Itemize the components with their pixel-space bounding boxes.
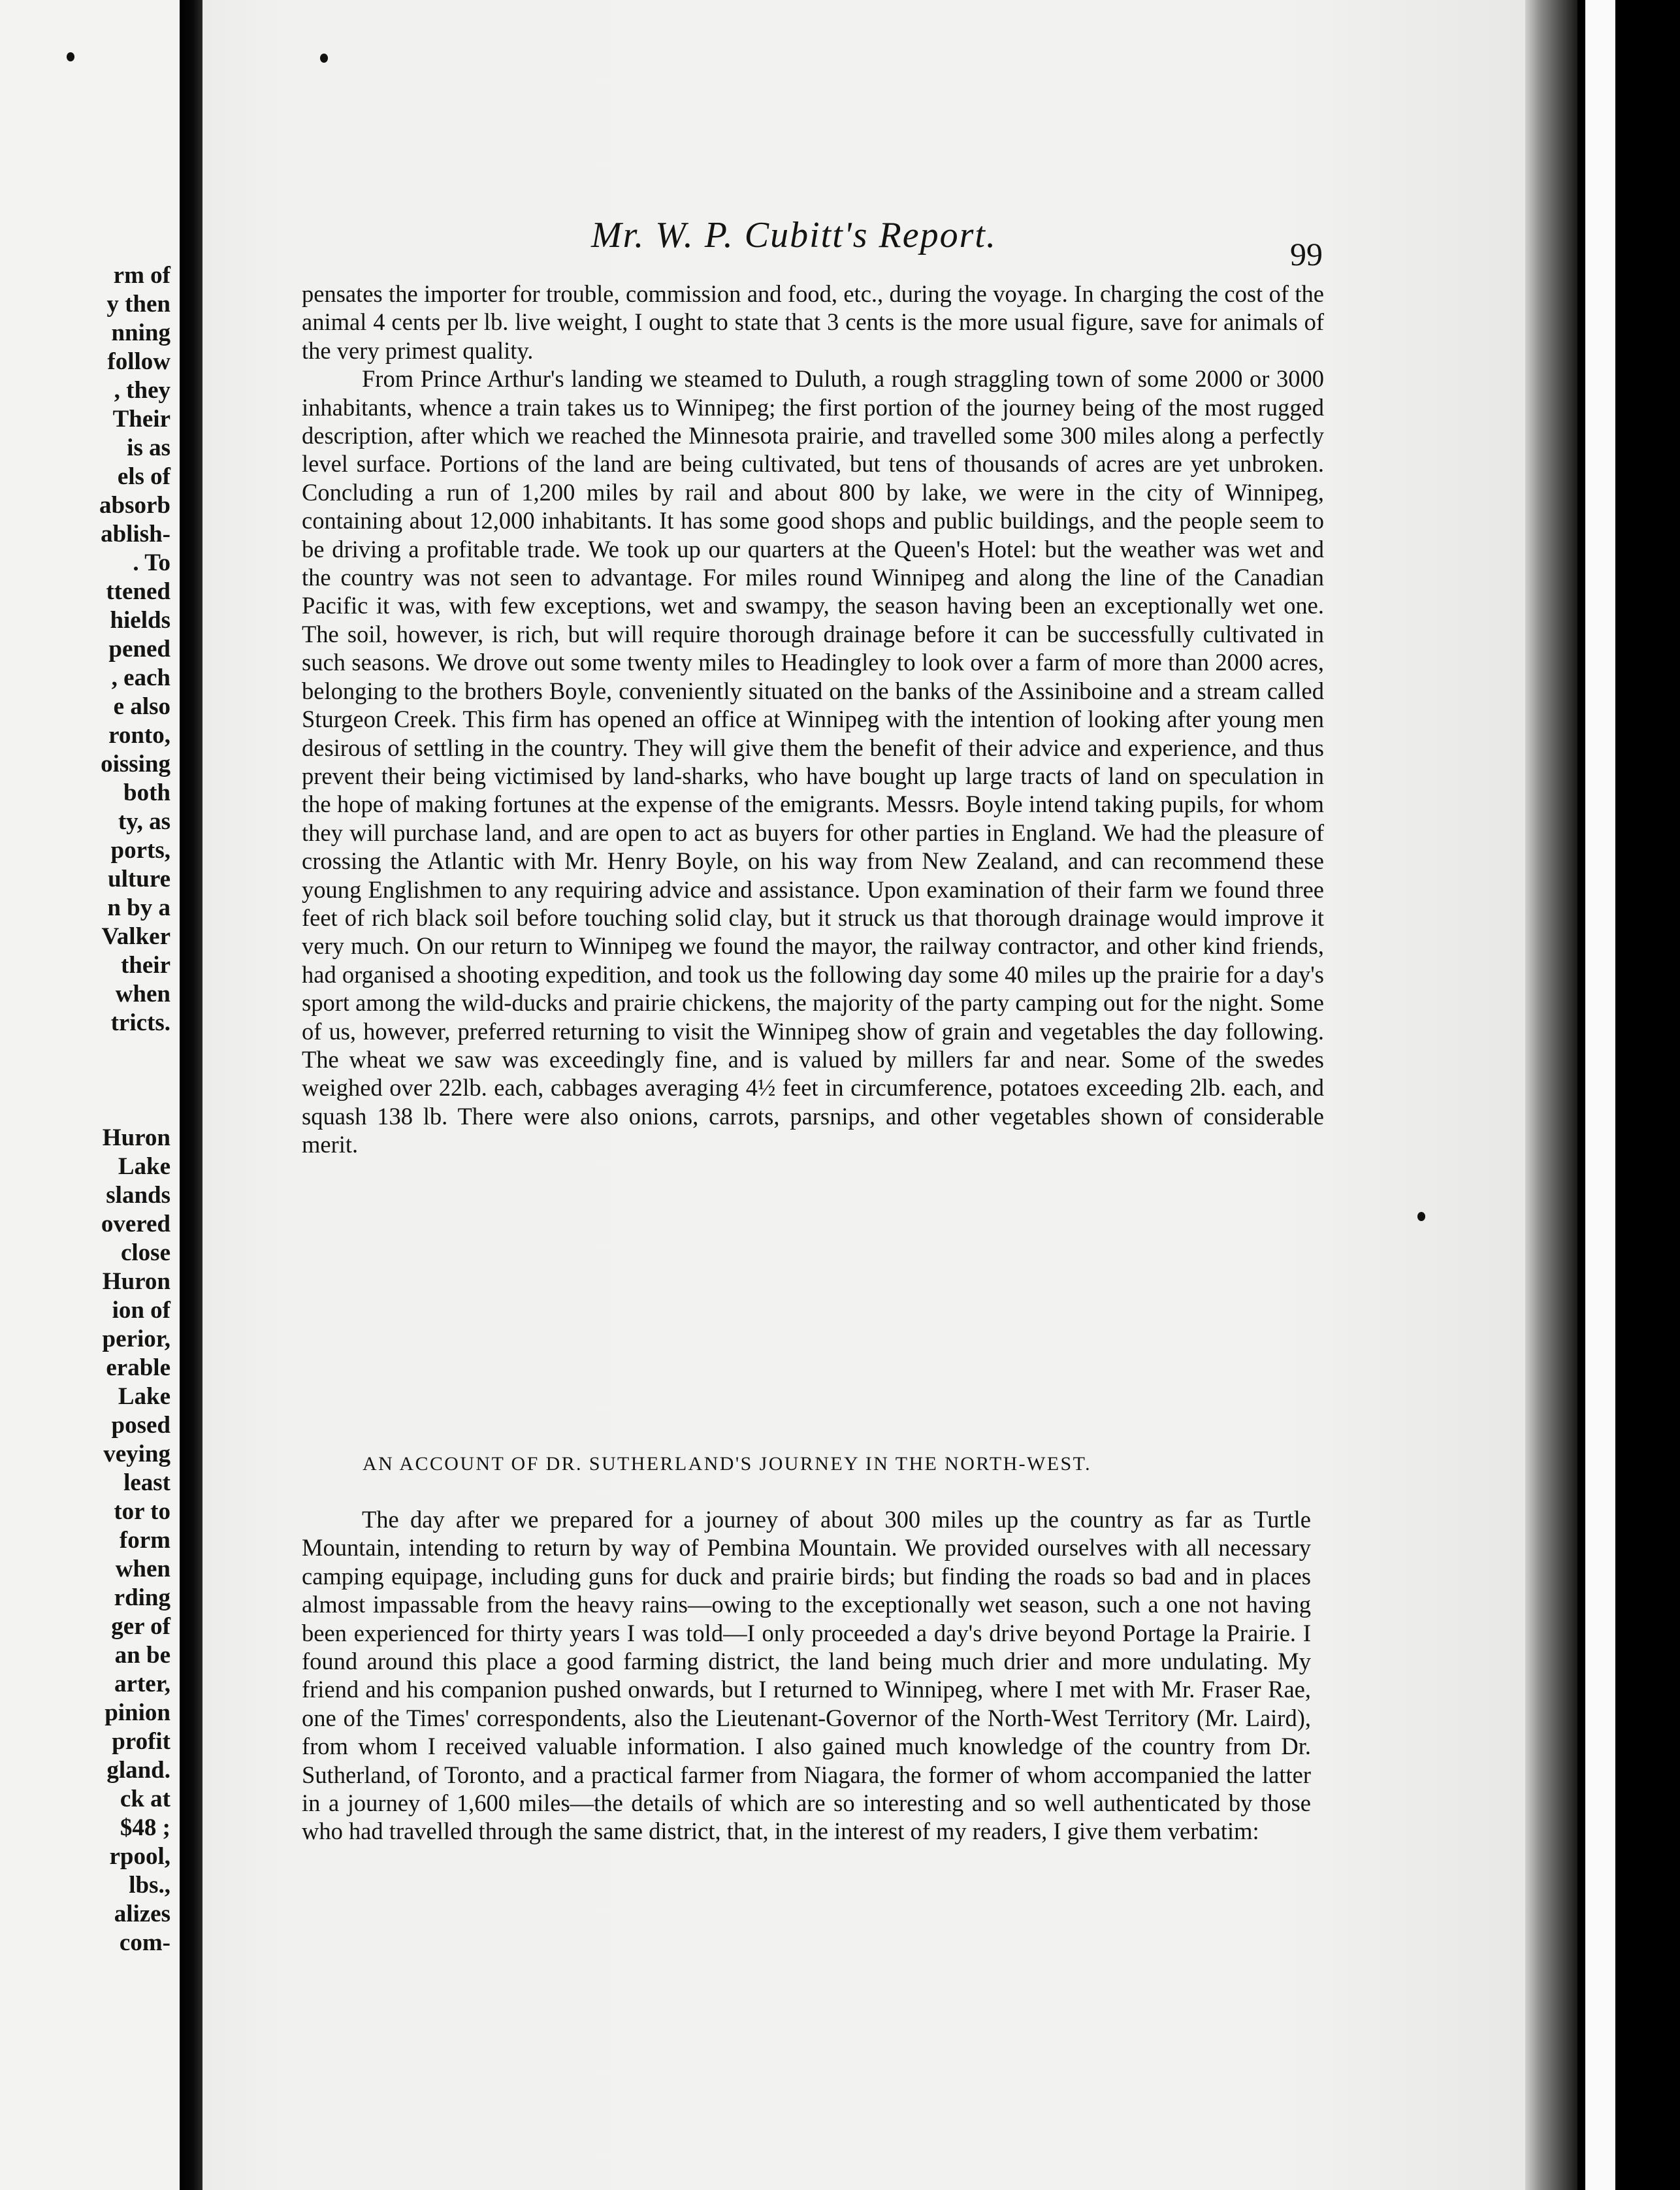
facing-page-line: tor to: [114, 1498, 170, 1525]
facing-page-line: ion of: [112, 1297, 170, 1324]
facing-page-line: Their: [112, 406, 170, 433]
page-curl: [1525, 0, 1577, 2190]
facing-page-line: com-: [119, 1929, 170, 1956]
facing-page-line: perior,: [102, 1326, 170, 1352]
facing-page-line: rpool,: [109, 1843, 170, 1870]
facing-page-line: y then: [106, 291, 170, 318]
running-head: Mr. W. P. Cubitt's Report.: [591, 215, 997, 255]
facing-page-line: both: [123, 779, 170, 806]
facing-page-fragment: [0, 0, 180, 2190]
facing-page-line: posed: [111, 1412, 170, 1439]
facing-page-line: when: [115, 1556, 170, 1582]
facing-page-line: ronto,: [108, 722, 170, 749]
facing-page-line: pened: [108, 636, 170, 662]
facing-page-line: gland.: [106, 1757, 170, 1784]
facing-page-line: Huron: [102, 1268, 170, 1295]
facing-page-line: erable: [106, 1354, 170, 1381]
facing-page-line: arter,: [114, 1671, 170, 1697]
speck: [320, 54, 328, 63]
facing-page-line: pinion: [105, 1699, 170, 1726]
book-gutter: [180, 0, 202, 2190]
facing-page-line: Lake: [118, 1383, 170, 1410]
facing-page-line: close: [120, 1239, 170, 1266]
facing-page-line: follow: [107, 348, 170, 375]
speck: [1417, 1212, 1425, 1221]
facing-page-line: least: [123, 1469, 170, 1496]
body-text: [302, 280, 1324, 1159]
paragraph: The day after we prepared for a journey of about 300 miles up the country as far as Turtle Mountain, intending to return by way of Pembina Mountain. We provided ourselves with all necessary camping equipage, including guns for duck and prairie birds; but finding the roads so bad and in places almost impassable from the heavy rains—owing to the exceptionally wet season, such a one not having been experienced for thirty years I was told—I only proceeded a day's drive beyond Portage la Prairie. I found around this place a good farming district, the land being much drier and more undulating. My friend and his companion pushed onwards, but I returned to Winnipeg, where I met with Mr. Fraser Rae, one of the Times' correspondents, also the Lieutenant-Governor of the North-West Territory (Mr. Laird), from whom I received valuable information. I also gained much knowledge of the country from Dr. Sutherland, of Toronto, and a practical farmer from Niagara, the former of whom accompanied the latter in a journey of 1,600 miles—the details of which are so interesting and so well authenticated by those who had travelled through the same district, that, in the interest of my readers, I give them verbatim:: [302, 1506, 1311, 1845]
facing-page-line: ttened: [106, 578, 170, 605]
facing-page-line: $48 ;: [120, 1814, 170, 1841]
facing-page-line: tricts.: [110, 1009, 170, 1036]
facing-page-line: oissing: [101, 751, 170, 777]
facing-page-line: ulture: [108, 866, 170, 892]
page-number: 99: [1290, 236, 1323, 272]
facing-page-line: absorb: [99, 492, 170, 519]
speck: [67, 52, 74, 61]
facing-page-line: slands: [106, 1182, 170, 1209]
facing-page-line: ablish-: [101, 521, 170, 548]
facing-page-line: rding: [114, 1584, 170, 1611]
facing-page-line: , they: [114, 377, 170, 404]
facing-page-line: their: [120, 952, 170, 979]
facing-page-line: ger of: [111, 1613, 170, 1640]
facing-page-line: rm of: [113, 262, 170, 289]
facing-page-line: is as: [127, 434, 170, 461]
facing-page-line: profit: [112, 1728, 170, 1755]
facing-page-line: els of: [117, 463, 170, 490]
section-heading: AN ACCOUNT OF DR. SUTHERLAND'S JOURNEY IN THE NORTH-WEST.: [363, 1453, 1091, 1475]
facing-page-line: ty, as: [118, 808, 170, 835]
facing-page-line: , each: [111, 664, 170, 691]
facing-page-line: Huron: [102, 1124, 170, 1151]
facing-page-line: e also: [113, 693, 170, 720]
facing-page-line: veying: [103, 1441, 170, 1467]
facing-page-line: when: [115, 981, 170, 1007]
facing-page-line: hields: [110, 607, 170, 634]
facing-page-line: . To: [133, 549, 170, 576]
facing-page-line: ck at: [120, 1786, 170, 1812]
facing-page-line: Valker: [101, 923, 170, 950]
paragraph: pensates the importer for trouble, commission and food, etc., during the voyage. In charging the cost of the animal 4 cents per lb. live weight, I ought to state that 3 cents is the more usual figure, save for animals of the very primest quality.: [302, 280, 1324, 364]
section-body-text: [302, 1505, 1311, 1846]
facing-page-line: an be: [114, 1642, 170, 1669]
page-edge: [1525, 0, 1680, 2190]
facing-page-line: ports,: [110, 837, 170, 864]
facing-page-line: alizes: [114, 1901, 170, 1927]
facing-page-line: nning: [111, 319, 170, 346]
paragraph: From Prince Arthur's landing we steamed to Duluth, a rough straggling town of some 2000 or 3000 inhabitants, whence a train takes us to Winnipeg; the first portion of the journey being of the most rugged description, after which we reached the Minnesota prairie, and travelled some 300 miles along a perfectly level surface. Portions of the land are being cultivated, but tens of thousands of acres are yet unbroken. Concluding a run of 1,200 miles by rail and about 800 by lake, we were in the city of Winnipeg, containing about 12,000 inhabitants. It has some good shops and public buildings, and the people seem to be driving a profitable trade. We took up our quarters at the Queen's Hotel: but the weather was wet and the country was not seen to advantage. For miles round Winnipeg and along the line of the Canadian Pacific it was, with few exceptions, wet and swampy, the season having been an exceptionally wet one. The soil, however, is rich, but will require thorough drainage before it can be successfully cultivated in such seasons. We drove out some twenty miles to Headingley to look over a farm of more than 2000 acres, belonging to the brothers Boyle, conveniently situated on the banks of the Assiniboine and a stream called Sturgeon Creek. This firm has opened an office at Winnipeg with the intention of looking after young men desirous of settling in the country. They will give them the benefit of their advice and experience, and thus prevent their being victimised by land-sharks, who have bought up large tracts of land on speculation in the hope of making fortunes at the expense of the emigrants. Messrs. Boyle intend taking pupils, for whom they will purchase land, and are open to act as buyers for other parties in England. We had the pleasure of crossing the Atlantic with Mr. Henry Boyle, on his way from New Zealand, and can recommend these young Englishmen to any requiring advice and assistance. Upon examination of their farm we found three feet of rich black soil before touching solid clay, but it struck us that thorough drainage would improve it very much. On our return to Winnipeg we found the mayor, the railway contractor, and other kind friends, had organised a shooting expedition, and took us the following day some 40 miles up the prairie for a day's sport among the wild-ducks and prairie chickens, the majority of the party camping out for the night. Some of us, however, preferred returning to visit the Winnipeg show of grain and vegetables the day following. The wheat we saw was exceedingly fine, and is valued by millers far and near. Some of the swedes weighed over 22lb. each, cabbages averaging 4½ feet in circumference, potatoes exceeding 2lb. each, and squash 138 lb. There were also onions, carrots, parsnips, and other vegetables shown of considerable merit.: [302, 365, 1324, 1158]
page-edge-strip: [1585, 0, 1615, 2190]
facing-page-line: overed: [101, 1211, 170, 1237]
facing-page-line: lbs.,: [129, 1872, 170, 1899]
facing-page-line: form: [119, 1527, 170, 1554]
facing-page-line: n by a: [107, 894, 170, 921]
facing-page-line: Lake: [118, 1153, 170, 1180]
